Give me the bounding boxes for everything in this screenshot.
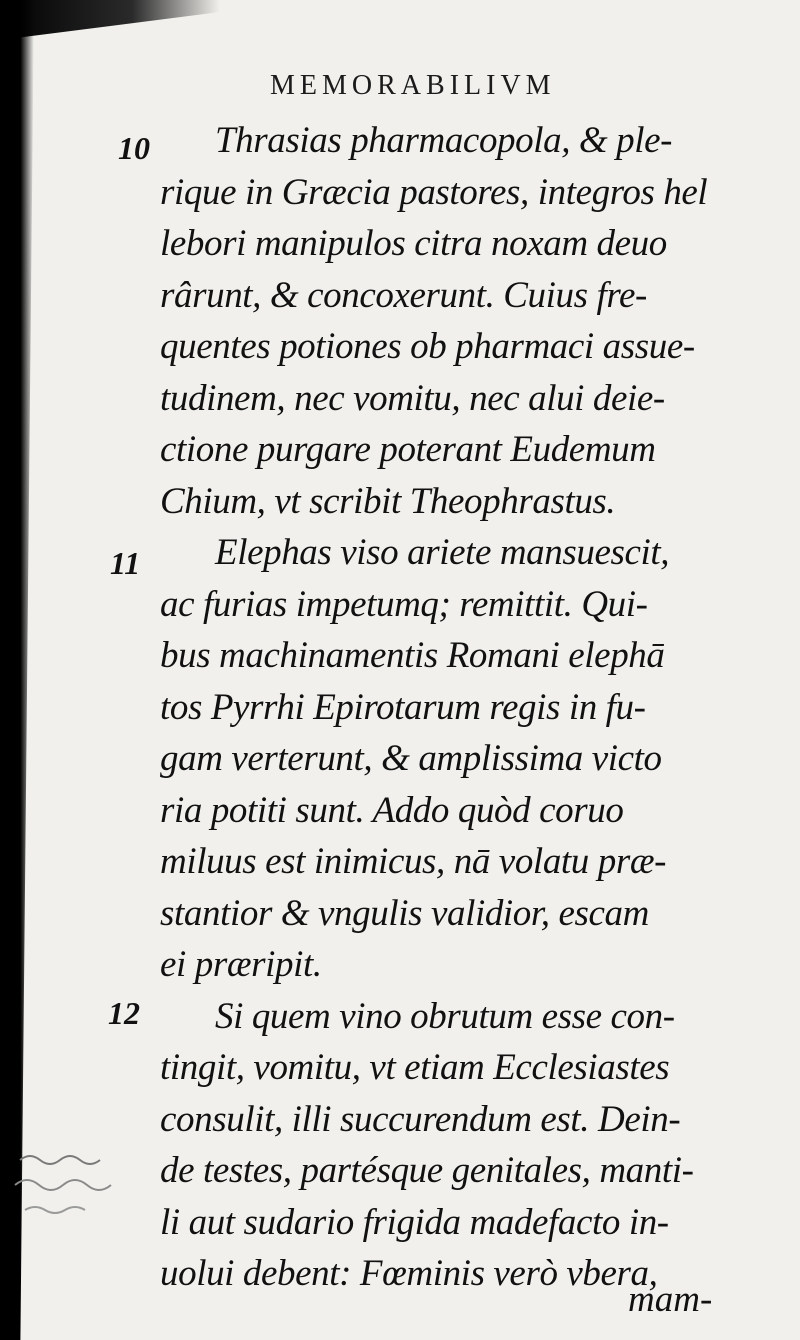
text-line: rârunt, & concoxerunt. Cuius fre- [160,274,647,316]
main-text [160,115,740,1300]
text-line: bus machinamentis Romani elephā [160,635,665,676]
text-line: de testes, partésque genitales, manti- [160,1150,694,1191]
section-number-11: 11 [110,545,141,581]
text-line: Si quem vino obrutum esse con- [215,995,675,1037]
text-line: tingit, vomitu, vt etiam Ecclesiastes [160,1047,670,1088]
running-head: MEMORABILIVM [270,70,556,101]
text-line: Elephas viso ariete mansuescit, [215,532,670,573]
text-line: miluus est inimicus, nā volatu præ- [160,841,667,882]
handwritten-note-scribble [10,1140,140,1230]
section-number-10: 10 [118,130,150,166]
text-line: ei præripit. [160,944,322,985]
text-line: gam verterunt, & amplissima victo [160,738,662,779]
section-number-12: 12 [108,995,140,1031]
text-line: rique in Græcia pastores, integros hel [160,171,708,213]
catchword: mam- [628,1279,713,1320]
text-line: quentes potiones ob pharmaci assue- [160,326,695,367]
text-line: Chium, vt scribit Theophrastus. [160,480,616,522]
text-line: Thrasias pharmacopola, & ple- [215,120,673,161]
text-line: ria potiti sunt. Addo quòd coruo [160,789,624,831]
text-line: uolui debent: Fœminis verò vbera, [160,1253,658,1294]
text-line: ac furias impetumq; remittit. Qui- [160,583,648,625]
text-line: tudinem, nec vomitu, nec alui deie- [160,377,665,419]
text-line: li aut sudario frigida madefacto in- [160,1201,669,1243]
text-line: ctione purgare poterant Eudemum [160,429,656,470]
text-line: consulit, illi succurendum est. Dein- [160,1098,681,1140]
scan-edge-left [0,0,34,1340]
text-line: lebori manipulos citra noxam deuo [160,223,667,264]
text-line: tos Pyrrhi Epirotarum regis in fu- [160,686,646,728]
text-line: stantior & vngulis validior, escam [160,892,649,934]
marginal-annotation [10,1140,140,1235]
